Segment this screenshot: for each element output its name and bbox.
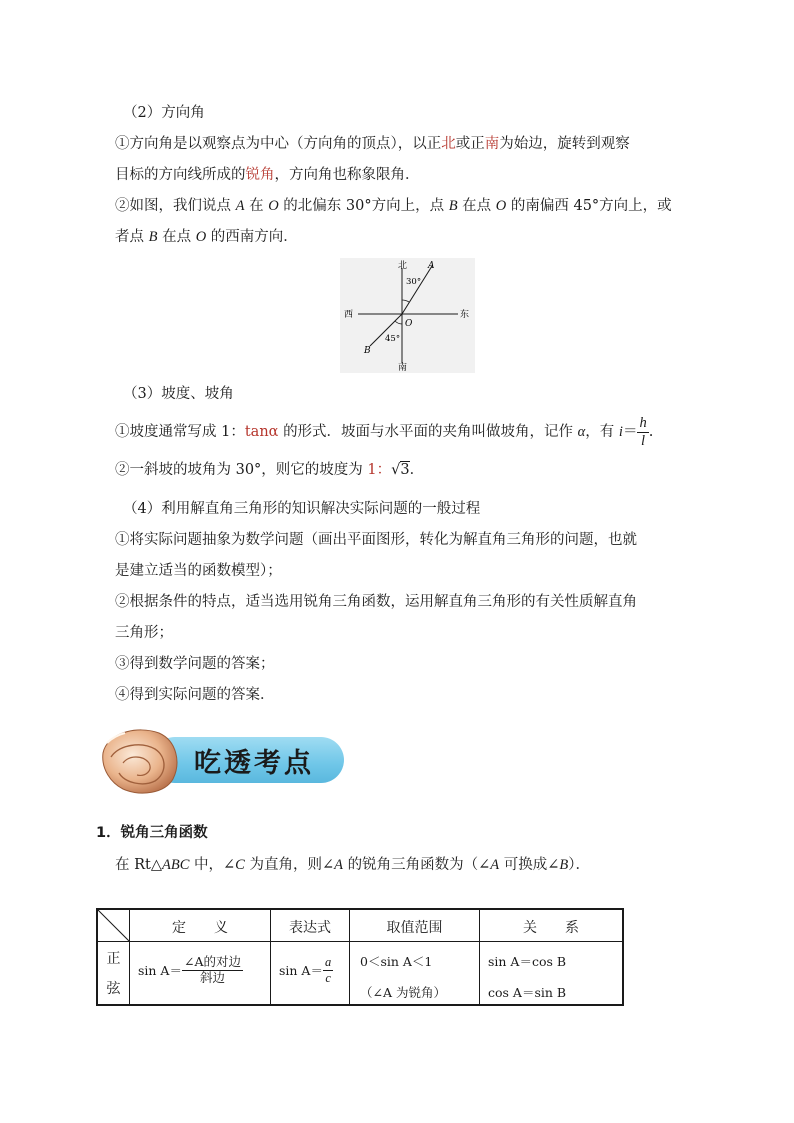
h-over-l-fraction (637, 416, 648, 448)
point-a: A (235, 198, 245, 214)
label-angle-30: 30° (406, 277, 422, 287)
text: 可换成∠ (499, 857, 560, 873)
label-b: B (364, 346, 371, 356)
fraction-denominator: l (641, 432, 646, 449)
banner-title: 吃透考点 (194, 748, 314, 779)
section-banner (97, 725, 349, 797)
step-4: ④得到实际问题的答案． (115, 687, 275, 703)
north-word: 北 (441, 136, 456, 152)
text: ②一斜坡的坡角为 30°，则它的坡度为 (115, 462, 363, 478)
text: . (648, 424, 654, 440)
text: ①坡度通常写成 1： (115, 424, 245, 440)
step-2: ②根据条件的特点，适当选用锐角三角函数，运用解直角三角形的有关性质解直角 (115, 594, 637, 610)
def-numerator: ∠A的对边 (183, 954, 241, 969)
text: ②如图，我们说点 (115, 198, 231, 214)
paragraph-example (115, 194, 672, 215)
paragraph-slope-example (115, 458, 424, 479)
trig-function-table (96, 908, 624, 1006)
point-a: A (334, 857, 343, 873)
label-angle-45: 45° (385, 334, 401, 344)
text: ）． (568, 857, 590, 873)
arc-45 (395, 321, 402, 324)
text: 在 (249, 198, 264, 214)
label-east: 东 (460, 310, 470, 320)
fraction-numerator: h (639, 415, 647, 431)
acute-angle-word: 锐角 (245, 167, 275, 183)
step-3: ③得到数学问题的答案； (115, 656, 275, 672)
point-o: O (268, 198, 279, 214)
table-header-expression: 表达式 (289, 920, 331, 936)
point-b: B (448, 198, 458, 214)
ray-oa (402, 266, 432, 314)
text: 的形式．坡面与水平面的夹角叫做坡角，记作 (283, 424, 574, 440)
step-1-cont: 是建立适当的函数模型）； (115, 563, 282, 579)
section-title-slope: （3）坡度、坡角 (123, 386, 234, 402)
equals: ＝ (622, 424, 638, 440)
sqrt-radicand: 3 (400, 462, 410, 478)
sine-range: 0＜sin A＜1 (360, 954, 433, 969)
expr-denominator: c (325, 970, 331, 985)
def-denominator: 斜边 (199, 969, 225, 985)
slope-ratio (367, 461, 409, 478)
ratio-prefix: 1： (367, 462, 392, 478)
step-1: ①将实际问题抽象为数学问题（画出平面图形，转化为解直角三角形的问题，也就 (115, 532, 637, 548)
point-o: O (195, 229, 207, 245)
label-south: 南 (398, 363, 408, 373)
i-symbol: i (618, 424, 623, 440)
text: ①方向角是以观察点为中心（方向角的顶点），以正 (115, 136, 442, 152)
row-label-sine-2: 弦 (106, 981, 121, 997)
sine-relation-2: cos A＝sin B (488, 985, 567, 1000)
expr-left: sin A＝ (279, 963, 323, 978)
text: 的北偏东 30°方向上，点 (283, 198, 445, 214)
label-west: 西 (344, 310, 354, 320)
label-north: 北 (398, 261, 408, 271)
expr-numerator: a (324, 955, 332, 969)
table-header-relation: 关 系 (523, 920, 579, 936)
point-a: A (490, 857, 500, 873)
sqrt-symbol: √ (391, 462, 401, 478)
table-corner-diagonal (98, 910, 129, 941)
sine-relation-1: sin A＝cos B (488, 954, 567, 969)
paragraph-direction-angle-def-cont (115, 163, 420, 184)
sine-range-note: （∠A 为锐角） (360, 985, 446, 1000)
def-fraction (182, 956, 243, 984)
label-o: O (405, 319, 413, 329)
heading-acute-trig-functions: 1．锐角三角函数 (96, 825, 208, 841)
table-header-definition: 定 义 (172, 920, 228, 936)
text: 或正 (455, 136, 485, 152)
text: 的锐角三角函数为（∠ (342, 857, 491, 873)
sine-definition (138, 956, 243, 984)
text: 的南偏西 45°方向上，或 (510, 198, 672, 214)
sine-expression (279, 956, 333, 984)
def-left: sin A＝ (138, 963, 182, 978)
paragraph-example-cont (115, 225, 298, 246)
section-title-direction-angle: （2）方向角 (123, 105, 205, 121)
table-header-rule (98, 941, 622, 942)
text: 目标的方向线所成的 (115, 167, 246, 183)
arc-30 (402, 300, 409, 302)
text: 者点 (115, 229, 144, 245)
text: ，方向角也称象限角． (274, 167, 420, 183)
text: 在 Rt△ (115, 857, 163, 873)
label-a: A (428, 261, 435, 271)
paragraph-slope-def (115, 413, 653, 451)
text: 在点 (162, 229, 192, 245)
text: ，有 (585, 424, 615, 440)
tan-alpha: tanα (244, 424, 279, 440)
row-label-sine-1: 正 (106, 951, 121, 967)
text: 中，∠ (189, 857, 236, 873)
table-header-range: 取值范围 (386, 920, 443, 936)
point-o: O (495, 198, 507, 214)
paragraph-direction-angle-def (115, 132, 630, 153)
point-b: B (148, 229, 158, 245)
point-c: C (235, 857, 245, 873)
direction-angle-figure (340, 258, 475, 373)
point-b: B (559, 857, 569, 873)
text: 为直角，则∠ (244, 857, 335, 873)
triangle-name: ABC (162, 857, 190, 873)
expr-fraction (323, 956, 333, 984)
section-title-process: （4）利用解直角三角形的知识解决实际问题的一般过程 (123, 501, 481, 517)
step-2-cont: 三角形； (115, 625, 173, 641)
direction-diagram (340, 258, 475, 373)
text: 的西南方向． (210, 229, 298, 245)
text: ． (409, 462, 425, 478)
intro-paragraph (115, 853, 590, 874)
text: 为始边，旋转到观察 (499, 136, 630, 152)
south-word: 南 (484, 136, 500, 152)
text: 在点 (462, 198, 492, 214)
alpha-symbol: α (577, 424, 586, 440)
